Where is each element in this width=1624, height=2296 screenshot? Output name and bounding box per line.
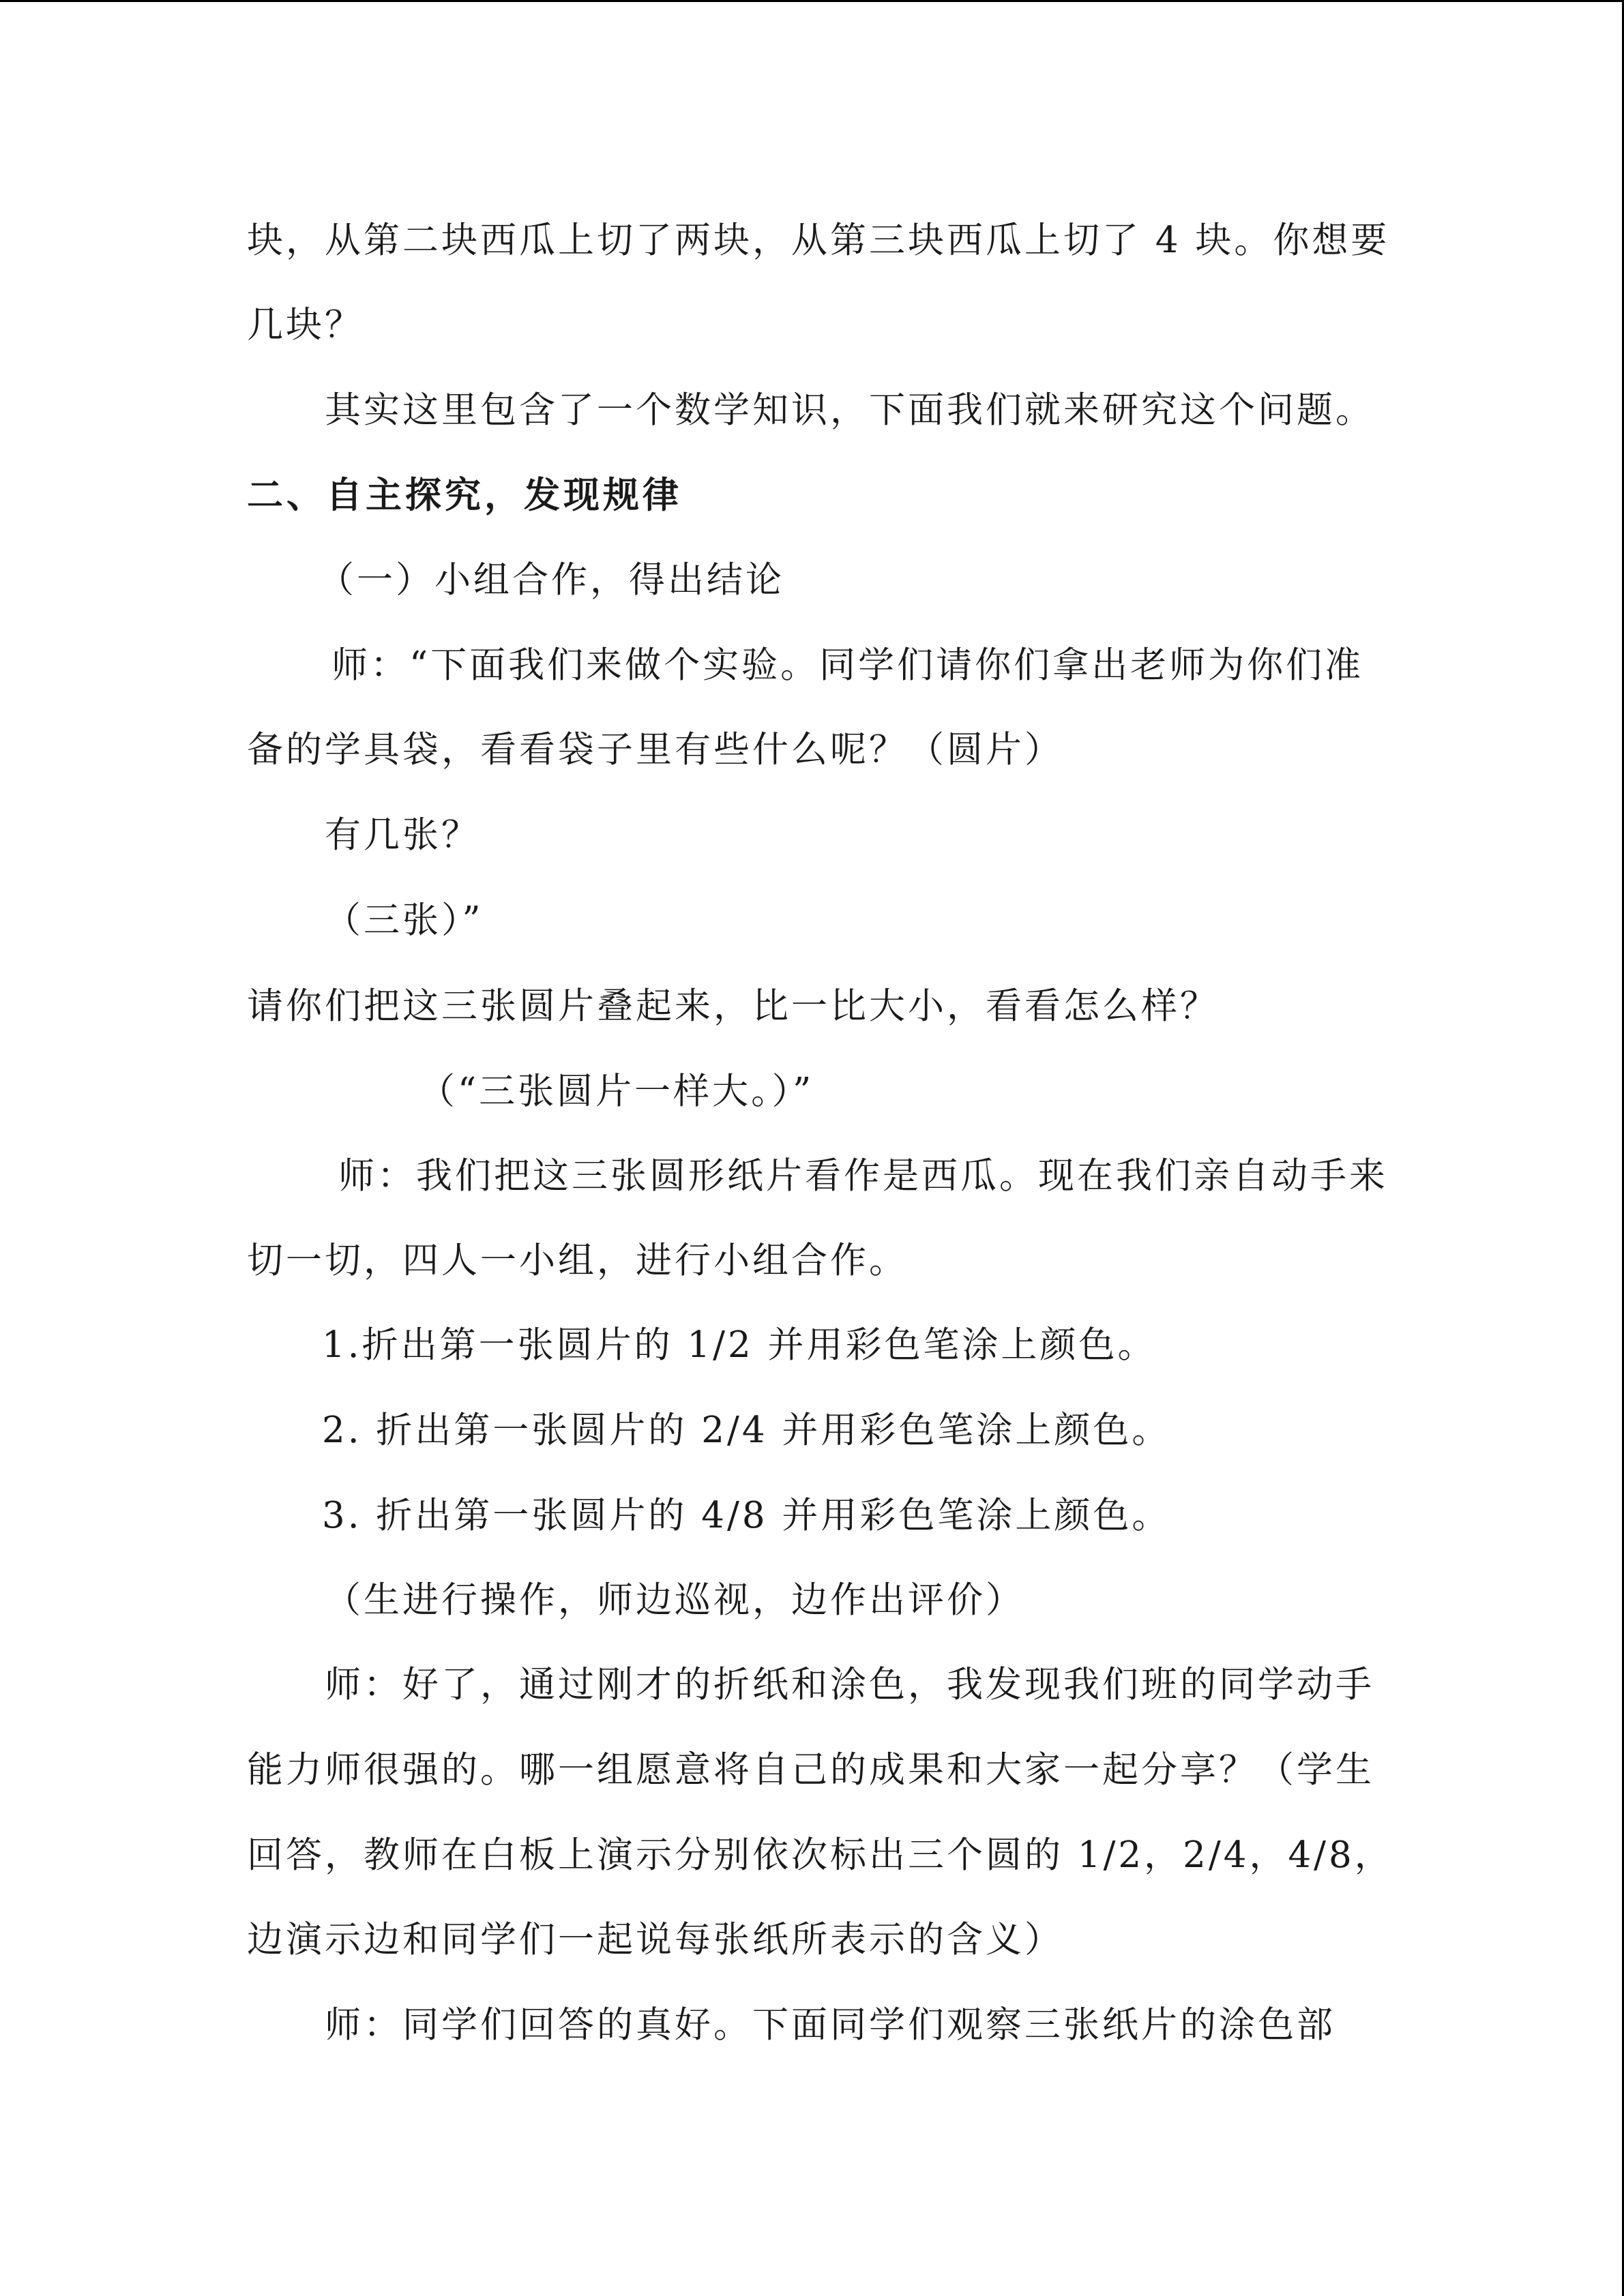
- list-item: 2. 折出第一张圆片的 2/4 并用彩色笔涂上颜色。: [322, 1410, 1171, 1451]
- paragraph-line: 请你们把这三张圆片叠起来，比一比大小，看看怎么样？: [247, 985, 1219, 1027]
- paragraph-line: （“三张圆片一样大。）”: [419, 1071, 814, 1112]
- paragraph-line: 能力师很强的。哪一组愿意将自己的成果和大家一起分享？（学生: [247, 1749, 1374, 1791]
- paragraph-line: （三张）”: [325, 899, 484, 941]
- paragraph-line: 师：“下面我们来做个实验。同学们请你们拿出老师为你们准: [331, 644, 1364, 686]
- subsection-heading: （一）小组合作，得出结论: [318, 559, 784, 601]
- paragraph-line: 几块？: [247, 304, 364, 346]
- paragraph-line: 块，从第二块西瓜上切了两块，从第三块西瓜上切了 4 块。你想要: [247, 220, 1390, 261]
- paragraph-line: 边演示边和同学们一起说每张纸所表示的含义）: [247, 1919, 1063, 1960]
- list-item: 1.折出第一张圆片的 1/2 并用彩色笔涂上颜色。: [322, 1324, 1157, 1366]
- paragraph-line: 回答，教师在白板上演示分别依次标出三个圆的 1/2，2/4，4/8，: [247, 1834, 1393, 1876]
- paragraph-line: 师：好了，通过刚才的折纸和涂色，我发现我们班的同学动手: [325, 1664, 1374, 1705]
- section-heading: 二、自主探究，发现规律: [247, 475, 682, 516]
- paragraph-line: 师：我们把这三张圆形纸片看作是西瓜。现在我们亲自动手来: [338, 1155, 1388, 1197]
- paragraph-line: 有几张？: [325, 814, 480, 856]
- paragraph-line: 师：同学们回答的真好。下面同学们观察三张纸片的涂色部: [325, 2004, 1335, 2046]
- paragraph-line: 切一切，四人一小组，进行小组合作。: [247, 1240, 908, 1281]
- paragraph-line: （生进行操作，师边巡视，边作出评价）: [325, 1579, 1024, 1621]
- paragraph-line: 其实这里包含了一个数学知识，下面我们就来研究这个问题。: [325, 389, 1374, 431]
- list-item: 3. 折出第一张圆片的 4/8 并用彩色笔涂上颜色。: [322, 1495, 1171, 1536]
- paragraph-line: 备的学具袋，看看袋子里有些什么呢？（圆片）: [247, 729, 1063, 771]
